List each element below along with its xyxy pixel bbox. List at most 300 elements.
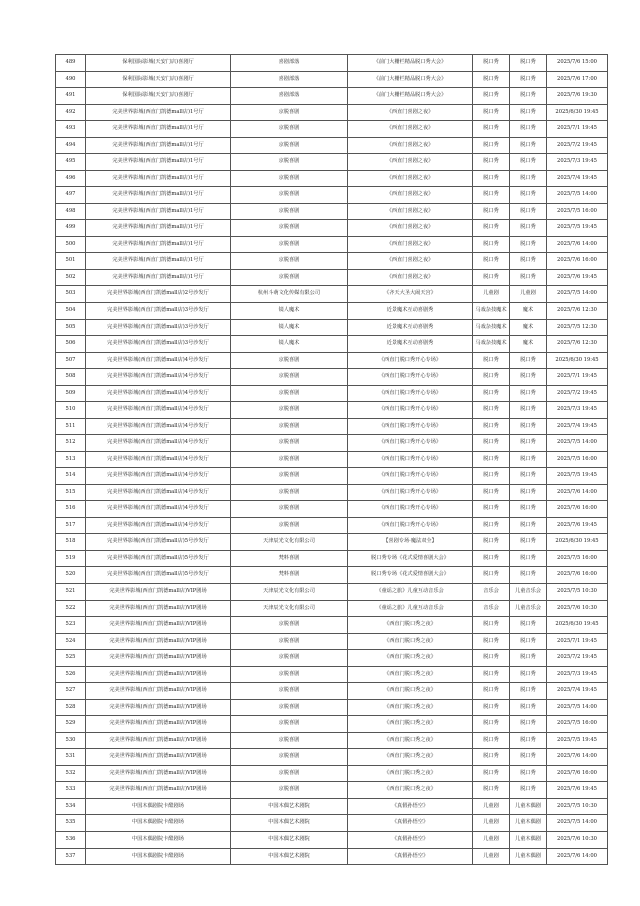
category-cell: 儿童剧: [473, 815, 510, 832]
subcategory-cell: 脱口秀: [510, 121, 547, 138]
venue-cell: 完美世界影城(西直门凯德mall店)4号沙发厅: [86, 352, 231, 369]
program-title-cell: 《西直门脱口秀之夜》: [348, 683, 473, 700]
row-number-cell: 497: [56, 187, 86, 204]
category-cell: 音乐会: [473, 600, 510, 617]
category-cell: 脱口秀: [473, 71, 510, 88]
table-row: [56, 782, 608, 799]
category-cell: 脱口秀: [473, 385, 510, 402]
row-number-cell: 537: [56, 848, 86, 865]
program-title-cell: 《西直门脱口秀之夜》: [348, 749, 473, 766]
program-title-cell: 《前门大栅栏精品脱口秀大会》: [348, 55, 473, 72]
showtime-cell: 2025/7/5 16:00: [547, 203, 608, 220]
table-row: [56, 137, 608, 154]
organizer-cell: 梵料喜剧: [231, 567, 348, 584]
table-row: [56, 121, 608, 138]
row-number-cell: 527: [56, 683, 86, 700]
subcategory-cell: 脱口秀: [510, 137, 547, 154]
category-cell: 脱口秀: [473, 534, 510, 551]
showtime-cell: 2025/7/5 14:00: [547, 699, 608, 716]
row-number-cell: 523: [56, 617, 86, 634]
venue-cell: 完美世界影城(西直门凯德mall店)4号沙发厅: [86, 435, 231, 452]
program-title-cell: 《西直门喜剧之夜》: [348, 104, 473, 121]
subcategory-cell: 脱口秀: [510, 716, 547, 733]
showtime-cell: 2025/7/6 16:00: [547, 567, 608, 584]
venue-cell: 完美世界影城(西直门凯德mall店)1号厅: [86, 253, 231, 270]
category-cell: 脱口秀: [473, 402, 510, 419]
subcategory-cell: 脱口秀: [510, 782, 547, 799]
venue-cell: 完美世界影城(西直门凯德mall店)VIP剧场: [86, 683, 231, 700]
row-number-cell: 499: [56, 220, 86, 237]
showtime-cell: 2025/7/6 14:00: [547, 749, 608, 766]
venue-cell: 完美世界影城(西直门凯德mall店)VIP剧场: [86, 633, 231, 650]
row-number-cell: 502: [56, 269, 86, 286]
subcategory-cell: 脱口秀: [510, 220, 547, 237]
program-title-cell: 脱口秀专场《花式爱情喜剧大会》: [348, 550, 473, 567]
organizer-cell: 京脱喜剧: [231, 732, 348, 749]
organizer-cell: 京脱喜剧: [231, 154, 348, 171]
venue-cell: 完美世界影城(西直门凯德mall店)1号厅: [86, 104, 231, 121]
showtime-cell: 2025/7/4 19:45: [547, 683, 608, 700]
organizer-cell: 京脱喜剧: [231, 253, 348, 270]
subcategory-cell: 脱口秀: [510, 170, 547, 187]
program-title-cell: 《西直门喜剧之夜》: [348, 154, 473, 171]
table-row: [56, 385, 608, 402]
subcategory-cell: 脱口秀: [510, 699, 547, 716]
organizer-cell: 京脱喜剧: [231, 699, 348, 716]
row-number-cell: 524: [56, 633, 86, 650]
category-cell: 脱口秀: [473, 55, 510, 72]
venue-cell: 完美世界影城(西直门凯德mall店)1号厅: [86, 154, 231, 171]
venue-cell: 完美世界影城(西直门凯德mall店)5号沙发厅: [86, 534, 231, 551]
showtime-cell: 2025/7/6 14:00: [547, 848, 608, 865]
subcategory-cell: 儿童音乐会: [510, 600, 547, 617]
program-title-cell: 《前门大栅栏精品脱口秀大会》: [348, 71, 473, 88]
program-title-cell: 《西直门脱口秀开心专场》: [348, 352, 473, 369]
showtime-cell: 2025/7/1 19:45: [547, 121, 608, 138]
subcategory-cell: 脱口秀: [510, 55, 547, 72]
showtime-cell: 2025/7/5 10:30: [547, 798, 608, 815]
venue-cell: 完美世界影城(西直门凯德mall店)4号沙发厅: [86, 484, 231, 501]
showtime-cell: 2025/7/5 16:00: [547, 716, 608, 733]
category-cell: 脱口秀: [473, 137, 510, 154]
category-cell: 脱口秀: [473, 699, 510, 716]
category-cell: 脱口秀: [473, 468, 510, 485]
venue-cell: 完美世界影城(西直门凯德mall店)1号厅: [86, 203, 231, 220]
venue-cell: 完美世界影城(西直门凯德mall店)3号沙发厅: [86, 336, 231, 353]
row-number-cell: 516: [56, 501, 86, 518]
program-title-cell: 《西直门喜剧之夜》: [348, 253, 473, 270]
row-number-cell: 515: [56, 484, 86, 501]
venue-cell: 完美世界影城(西直门凯德mall店)VIP剧场: [86, 650, 231, 667]
program-title-cell: 近景魔术互动喜剧秀: [348, 302, 473, 319]
showtime-cell: 2025/7/5 19:45: [547, 732, 608, 749]
subcategory-cell: 脱口秀: [510, 732, 547, 749]
program-title-cell: 《西直门脱口秀开心专场》: [348, 418, 473, 435]
showtime-cell: 2025/7/2 19:45: [547, 650, 608, 667]
table-row: [56, 369, 608, 386]
venue-cell: 完美世界影城(西直门凯德mall店)4号沙发厅: [86, 418, 231, 435]
organizer-cell: 京脱喜剧: [231, 451, 348, 468]
organizer-cell: 京脱喜剧: [231, 517, 348, 534]
table-row: [56, 451, 608, 468]
row-number-cell: 525: [56, 650, 86, 667]
category-cell: 脱口秀: [473, 451, 510, 468]
category-cell: 脱口秀: [473, 236, 510, 253]
category-cell: 脱口秀: [473, 732, 510, 749]
table-row: [56, 236, 608, 253]
category-cell: 脱口秀: [473, 749, 510, 766]
showtime-cell: 2025/7/6 10:30: [547, 600, 608, 617]
category-cell: 脱口秀: [473, 154, 510, 171]
showtime-cell: 2025/7/5 19:45: [547, 220, 608, 237]
row-number-cell: 503: [56, 286, 86, 303]
table-row: [56, 749, 608, 766]
row-number-cell: 495: [56, 154, 86, 171]
table-row: [56, 650, 608, 667]
program-title-cell: 《西直门喜剧之夜》: [348, 269, 473, 286]
showtime-cell: 2025/6/30 19:45: [547, 534, 608, 551]
row-number-cell: 512: [56, 435, 86, 452]
category-cell: 马戏杂技魔术: [473, 336, 510, 353]
subcategory-cell: 脱口秀: [510, 104, 547, 121]
organizer-cell: 京脱喜剧: [231, 468, 348, 485]
organizer-cell: 镜人魔术: [231, 319, 348, 336]
table-row: [56, 418, 608, 435]
organizer-cell: 中国木偶艺术剧院: [231, 848, 348, 865]
row-number-cell: 511: [56, 418, 86, 435]
organizer-cell: 京脱喜剧: [231, 220, 348, 237]
organizer-cell: 京脱喜剧: [231, 369, 348, 386]
organizer-cell: 中国木偶艺术剧院: [231, 815, 348, 832]
table-row: [56, 104, 608, 121]
table-row: [56, 600, 608, 617]
row-number-cell: 494: [56, 137, 86, 154]
showtime-cell: 2025/7/3 19:45: [547, 154, 608, 171]
program-title-cell: 《西直门喜剧之夜》: [348, 170, 473, 187]
subcategory-cell: 脱口秀: [510, 517, 547, 534]
subcategory-cell: 脱口秀: [510, 468, 547, 485]
row-number-cell: 536: [56, 831, 86, 848]
category-cell: 脱口秀: [473, 666, 510, 683]
venue-cell: 完美世界影城(西直门凯德mall店)1号厅: [86, 137, 231, 154]
subcategory-cell: 脱口秀: [510, 484, 547, 501]
row-number-cell: 533: [56, 782, 86, 799]
venue-cell: 完美世界影城(西直门凯德mall店)1号厅: [86, 236, 231, 253]
program-title-cell: 《西直门喜剧之夜》: [348, 220, 473, 237]
category-cell: 脱口秀: [473, 170, 510, 187]
category-cell: 脱口秀: [473, 253, 510, 270]
table-row: [56, 435, 608, 452]
organizer-cell: 京脱喜剧: [231, 633, 348, 650]
organizer-cell: 天津辰光文化有限公司: [231, 534, 348, 551]
category-cell: 脱口秀: [473, 121, 510, 138]
subcategory-cell: 脱口秀: [510, 352, 547, 369]
category-cell: 脱口秀: [473, 633, 510, 650]
organizer-cell: 京脱喜剧: [231, 501, 348, 518]
showtime-cell: 2025/7/5 12:30: [547, 319, 608, 336]
organizer-cell: 喜剧部落: [231, 55, 348, 72]
table-row: [56, 319, 608, 336]
subcategory-cell: 脱口秀: [510, 187, 547, 204]
organizer-cell: 京脱喜剧: [231, 269, 348, 286]
venue-cell: 完美世界影城(西直门凯德mall店)4号沙发厅: [86, 385, 231, 402]
venue-cell: 完美世界影城(西直门凯德mall店)3号沙发厅: [86, 319, 231, 336]
category-cell: 脱口秀: [473, 187, 510, 204]
program-title-cell: 近景魔术互动喜剧秀: [348, 336, 473, 353]
row-number-cell: 517: [56, 517, 86, 534]
organizer-cell: 京脱喜剧: [231, 121, 348, 138]
row-number-cell: 500: [56, 236, 86, 253]
organizer-cell: 镜人魔术: [231, 336, 348, 353]
subcategory-cell: 脱口秀: [510, 650, 547, 667]
table-row: [56, 848, 608, 865]
organizer-cell: 京脱喜剧: [231, 418, 348, 435]
row-number-cell: 509: [56, 385, 86, 402]
subcategory-cell: 脱口秀: [510, 451, 547, 468]
table-row: [56, 517, 608, 534]
table-row: [56, 468, 608, 485]
venue-cell: 完美世界影城(西直门凯德mall店)1号厅: [86, 220, 231, 237]
category-cell: 脱口秀: [473, 418, 510, 435]
showtime-cell: 2025/7/5 16:00: [547, 451, 608, 468]
category-cell: 脱口秀: [473, 782, 510, 799]
table-row: [56, 534, 608, 551]
program-title-cell: 《西直门喜剧之夜》: [348, 121, 473, 138]
row-number-cell: 520: [56, 567, 86, 584]
program-title-cell: 《真假孙悟空》: [348, 798, 473, 815]
program-title-cell: 《西直门脱口秀开心专场》: [348, 501, 473, 518]
subcategory-cell: 儿童音乐会: [510, 584, 547, 601]
category-cell: 脱口秀: [473, 435, 510, 452]
program-title-cell: 《前门大栅栏精品脱口秀大会》: [348, 88, 473, 105]
venue-cell: 完美世界影城(西直门凯德mall店)4号沙发厅: [86, 468, 231, 485]
venue-cell: 完美世界影城(西直门凯德mall店)1号厅: [86, 187, 231, 204]
table-row: [56, 584, 608, 601]
showtime-cell: 2025/7/6 19:45: [547, 269, 608, 286]
program-title-cell: 《童谣之旅》儿童互动音乐会: [348, 600, 473, 617]
subcategory-cell: 脱口秀: [510, 269, 547, 286]
table-row: [56, 203, 608, 220]
table-row: [56, 567, 608, 584]
venue-cell: 完美世界影城(西直门凯德mall店)4号沙发厅: [86, 402, 231, 419]
subcategory-cell: 脱口秀: [510, 501, 547, 518]
program-title-cell: 《西直门脱口秀开心专场》: [348, 517, 473, 534]
organizer-cell: 京脱喜剧: [231, 666, 348, 683]
venue-cell: 完美世界影城(西直门凯德mall店)VIP剧场: [86, 666, 231, 683]
showtime-cell: 2025/7/5 19:45: [547, 468, 608, 485]
row-number-cell: 518: [56, 534, 86, 551]
table-row: [56, 55, 608, 72]
organizer-cell: 京脱喜剧: [231, 170, 348, 187]
subcategory-cell: 儿童木偶剧: [510, 798, 547, 815]
category-cell: 马戏杂技魔术: [473, 319, 510, 336]
program-title-cell: 《西直门脱口秀之夜》: [348, 650, 473, 667]
row-number-cell: 535: [56, 815, 86, 832]
program-title-cell: 【喜剧专场·魔法双全】: [348, 534, 473, 551]
showtime-cell: 2025/7/3 19:45: [547, 402, 608, 419]
subcategory-cell: 脱口秀: [510, 236, 547, 253]
subcategory-cell: 儿童剧: [510, 286, 547, 303]
program-title-cell: 《童谣之旅》儿童互动音乐会: [348, 584, 473, 601]
category-cell: 脱口秀: [473, 567, 510, 584]
table-row: [56, 154, 608, 171]
showtime-cell: 2025/7/5 14:00: [547, 435, 608, 452]
venue-cell: 保利国际影城(天安门店)喜剧厅: [86, 71, 231, 88]
category-cell: 儿童剧: [473, 798, 510, 815]
table-row: [56, 831, 608, 848]
subcategory-cell: 魔术: [510, 319, 547, 336]
category-cell: 脱口秀: [473, 104, 510, 121]
venue-cell: 中国木偶剧院卡酷剧场: [86, 848, 231, 865]
venue-cell: 中国木偶剧院卡酷剧场: [86, 815, 231, 832]
category-cell: 脱口秀: [473, 517, 510, 534]
row-number-cell: 513: [56, 451, 86, 468]
category-cell: 脱口秀: [473, 352, 510, 369]
category-cell: 脱口秀: [473, 501, 510, 518]
table-row: [56, 666, 608, 683]
category-cell: 脱口秀: [473, 650, 510, 667]
showtime-cell: 2025/6/30 19:45: [547, 617, 608, 634]
subcategory-cell: 脱口秀: [510, 567, 547, 584]
venue-cell: 完美世界影城(西直门凯德mall店)VIP剧场: [86, 584, 231, 601]
category-cell: 儿童剧: [473, 286, 510, 303]
table-row: [56, 484, 608, 501]
organizer-cell: 杭州斗萌文化传媒有限公司: [231, 286, 348, 303]
subcategory-cell: 脱口秀: [510, 402, 547, 419]
organizer-cell: 京脱喜剧: [231, 203, 348, 220]
row-number-cell: 529: [56, 716, 86, 733]
program-title-cell: 《西直门脱口秀开心专场》: [348, 402, 473, 419]
table-row: [56, 269, 608, 286]
category-cell: 脱口秀: [473, 716, 510, 733]
organizer-cell: 中国木偶艺术剧院: [231, 798, 348, 815]
venue-cell: 完美世界影城(西直门凯德mall店)4号沙发厅: [86, 517, 231, 534]
venue-cell: 完美世界影城(西直门凯德mall店)1号厅: [86, 269, 231, 286]
row-number-cell: 491: [56, 88, 86, 105]
organizer-cell: 天津辰光文化有限公司: [231, 584, 348, 601]
table-row: [56, 302, 608, 319]
subcategory-cell: 魔术: [510, 302, 547, 319]
row-number-cell: 493: [56, 121, 86, 138]
showtime-cell: 2025/7/6 12:30: [547, 302, 608, 319]
venue-cell: 完美世界影城(西直门凯德mall店)VIP剧场: [86, 716, 231, 733]
subcategory-cell: 脱口秀: [510, 765, 547, 782]
table-row: [56, 732, 608, 749]
subcategory-cell: 脱口秀: [510, 550, 547, 567]
category-cell: 脱口秀: [473, 88, 510, 105]
row-number-cell: 496: [56, 170, 86, 187]
showtime-cell: 2025/7/6 10:30: [547, 831, 608, 848]
program-title-cell: 《西直门脱口秀之夜》: [348, 633, 473, 650]
subcategory-cell: 脱口秀: [510, 203, 547, 220]
showtime-cell: 2025/7/5 14:00: [547, 815, 608, 832]
category-cell: 脱口秀: [473, 617, 510, 634]
showtime-cell: 2025/7/6 14:00: [547, 484, 608, 501]
subcategory-cell: 脱口秀: [510, 253, 547, 270]
program-title-cell: 《真假孙悟空》: [348, 815, 473, 832]
venue-cell: 保利国际影城(天安门店)喜剧厅: [86, 88, 231, 105]
category-cell: 脱口秀: [473, 203, 510, 220]
venue-cell: 保利国际影城(天安门店)喜剧厅: [86, 55, 231, 72]
row-number-cell: 505: [56, 319, 86, 336]
table-row: [56, 220, 608, 237]
showtime-cell: 2025/7/6 16:00: [547, 253, 608, 270]
subcategory-cell: 魔术: [510, 336, 547, 353]
row-number-cell: 507: [56, 352, 86, 369]
venue-cell: 完美世界影城(西直门凯德mall店)VIP剧场: [86, 617, 231, 634]
table-row: [56, 187, 608, 204]
organizer-cell: 镜人魔术: [231, 302, 348, 319]
organizer-cell: 京脱喜剧: [231, 484, 348, 501]
table-row: [56, 253, 608, 270]
venue-cell: 中国木偶剧院卡酷剧场: [86, 798, 231, 815]
row-number-cell: 526: [56, 666, 86, 683]
showtime-cell: 2025/7/6 16:00: [547, 501, 608, 518]
performance-schedule-table: [55, 54, 608, 865]
table-row: [56, 286, 608, 303]
organizer-cell: 京脱喜剧: [231, 650, 348, 667]
table-row: [56, 352, 608, 369]
table-row: [56, 815, 608, 832]
program-title-cell: 《西直门脱口秀之夜》: [348, 716, 473, 733]
table-row: [56, 716, 608, 733]
program-title-cell: 《西直门脱口秀之夜》: [348, 782, 473, 799]
showtime-cell: 2025/6/30 19:45: [547, 104, 608, 121]
table-row: [56, 699, 608, 716]
venue-cell: 完美世界影城(西直门凯德mall店)VIP剧场: [86, 600, 231, 617]
category-cell: 脱口秀: [473, 220, 510, 237]
table-row: [56, 402, 608, 419]
organizer-cell: 天津辰光文化有限公司: [231, 600, 348, 617]
row-number-cell: 528: [56, 699, 86, 716]
row-number-cell: 532: [56, 765, 86, 782]
table-row: [56, 798, 608, 815]
subcategory-cell: 脱口秀: [510, 666, 547, 683]
subcategory-cell: 脱口秀: [510, 154, 547, 171]
subcategory-cell: 脱口秀: [510, 683, 547, 700]
organizer-cell: 京脱喜剧: [231, 352, 348, 369]
venue-cell: 完美世界影城(西直门凯德mall店)5号沙发厅: [86, 550, 231, 567]
row-number-cell: 510: [56, 402, 86, 419]
organizer-cell: 京脱喜剧: [231, 137, 348, 154]
row-number-cell: 522: [56, 600, 86, 617]
category-cell: 音乐会: [473, 584, 510, 601]
category-cell: 脱口秀: [473, 683, 510, 700]
row-number-cell: 519: [56, 550, 86, 567]
organizer-cell: 京脱喜剧: [231, 749, 348, 766]
program-title-cell: 《西直门脱口秀开心专场》: [348, 451, 473, 468]
program-title-cell: 《西直门脱口秀之夜》: [348, 666, 473, 683]
table-row: [56, 683, 608, 700]
program-title-cell: 近景魔术互动喜剧秀: [348, 319, 473, 336]
program-title-cell: 《西直门喜剧之夜》: [348, 203, 473, 220]
category-cell: 脱口秀: [473, 550, 510, 567]
row-number-cell: 489: [56, 55, 86, 72]
table-row: [56, 633, 608, 650]
venue-cell: 完美世界影城(西直门凯德mall店)1号厅: [86, 121, 231, 138]
venue-cell: 完美世界影城(西直门凯德mall店)1号厅: [86, 170, 231, 187]
row-number-cell: 498: [56, 203, 86, 220]
program-title-cell: 《西直门脱口秀之夜》: [348, 699, 473, 716]
subcategory-cell: 儿童木偶剧: [510, 848, 547, 865]
organizer-cell: 京脱喜剧: [231, 402, 348, 419]
subcategory-cell: 脱口秀: [510, 435, 547, 452]
row-number-cell: 492: [56, 104, 86, 121]
row-number-cell: 530: [56, 732, 86, 749]
organizer-cell: 京脱喜剧: [231, 385, 348, 402]
program-title-cell: 《西直门喜剧之夜》: [348, 236, 473, 253]
venue-cell: 完美世界影城(西直门凯德mall店)VIP剧场: [86, 782, 231, 799]
